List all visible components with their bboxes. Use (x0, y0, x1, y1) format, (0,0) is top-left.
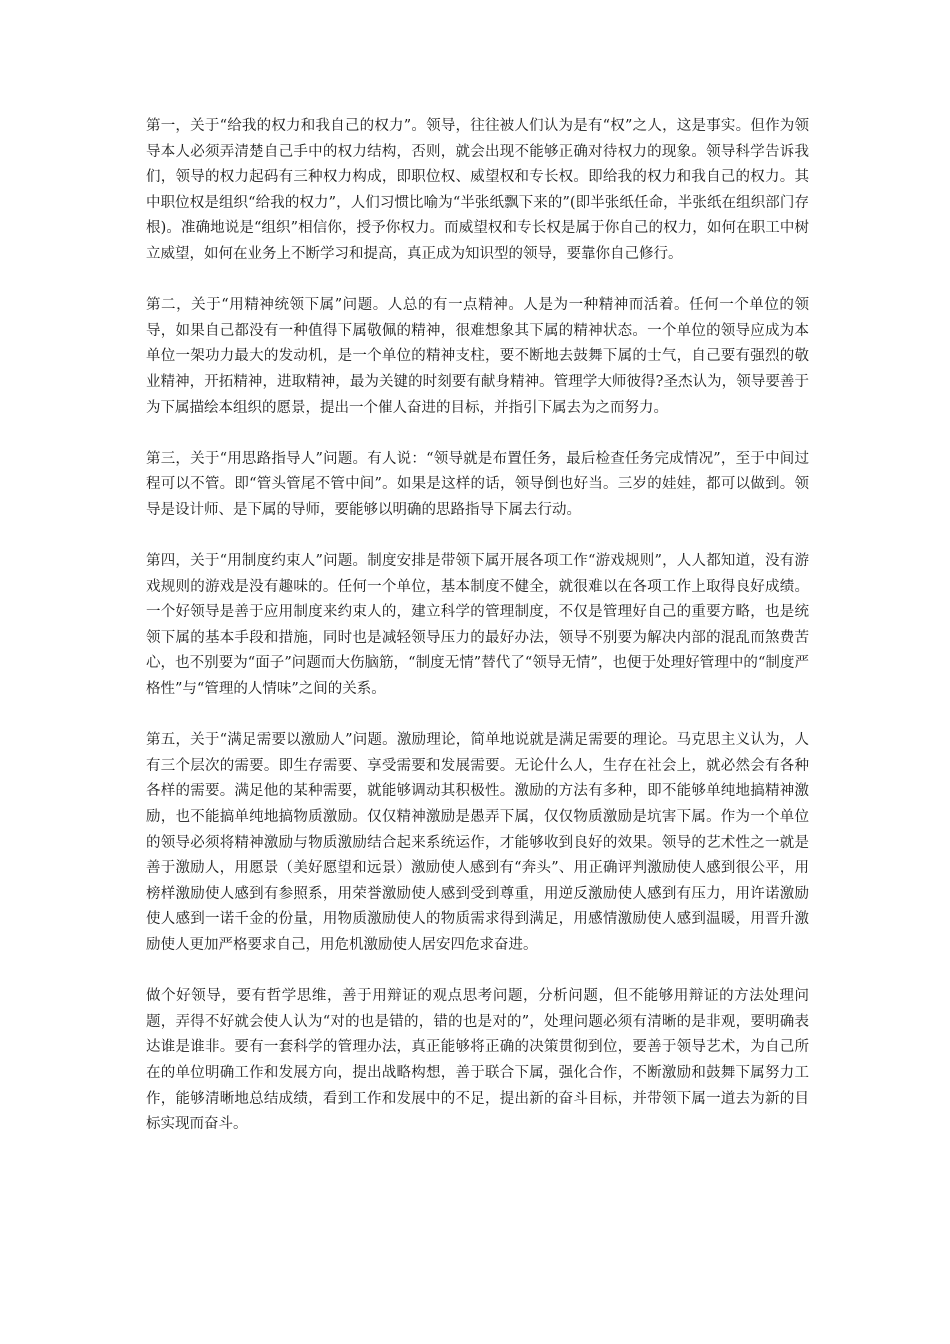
paragraph-fifth-motivation: 第五，关于“满足需要以激励人”问题。激励理论，简单地说就是满足需要的理论。马克思主义认为，人有三个层次的需要。即生存需要、享受需要和发展需要。无论什么人，生存在社会上，就必然会有各种各样的需要。满足他的某种需要，就能够调动其积极性。激励的方法有多种，即不能够单纯地搞精神激励，也不能搞单纯地搞物质激励。仅仅精神激励是愚弄下属，仅仅物质激励是坑害下属。作为一个单位的领导必须将精神激励与物质激励结合起来系统运作，才能够收到良好的效果。领导的艺术性之一就是善于激励人，用愿景（美好愿望和远景）激励使人感到有“奔头”、用正确评判激励使人感到很公平，用榜样激励使人感到有参照系，用荣誉激励使人感到受到尊重，用逆反激励使人感到有压力，用许诺激励使人感到一诺千金的份量，用物质激励使人的物质需求得到满足，用感情激励使人感到温暖，用晋升激励使人更加严格要求自己，用危机激励使人居安四危求奋进。 (146, 732, 809, 953)
paragraph-spacer (146, 959, 809, 985)
paragraph-third-thinking: 第三，关于“用思路指导人”问题。有人说：“领导就是布置任务，最后检查任务完成情况”，至于中间过程可以不管。即“管头管尾不管中间”。如果是这样的话，领导倒也好当。三岁的娃娃，都可以做到。领导是设计师、是下属的导师，要能够以明确的思路指导下属去行动。 (146, 450, 809, 518)
paragraph-spacer (146, 268, 809, 294)
paragraph-first-power: 第一，关于“给我的权力和我自己的权力”。领导，往往被人们认为是有“权”之人，这是事实。但作为领导本人必须弄清楚自己手中的权力结构，否则，就会出现不能够正确对待权力的现象。领导科学告诉我们，领导的权力起码有三种权力构成，即职位权、威望权和专长权。即给我的权力和我自己的权力。其中职位权是组织“给我的权力”，人们习惯比喻为“半张纸飘下来的”(即半张纸任命，半张纸在组织部门存根)。准确地说是“组织”相信你，授予你权力。而威望权和专长权是属于你自己的权力，如何在职工中树立威望，如何在业务上不断学习和提高，真正成为知识型的领导，要靠你自己修行。 (146, 118, 809, 262)
paragraph-conclusion: 做个好领导，要有哲学思维，善于用辩证的观点思考问题，分析问题，但不能够用辩证的方法处理问题，弄得不好就会使人认为“对的也是错的，错的也是对的”，处理问题必须有清晰的是非观，要明确表达谁是谁非。要有一套科学的管理办法，真正能够将正确的决策贯彻到位，要善于领导艺术，为自己所在的单位明确工作和发展方向，提出战略构想，善于联合下属，强化合作，不断激励和鼓舞下属努力工作，能够清晰地总结成绩，看到工作和发展中的不足，提出新的奋斗目标，并带领下属一道去为新的目标实现而奋斗。 (146, 988, 809, 1133)
paragraph-spacer (146, 421, 809, 447)
paragraph-spacer (146, 524, 809, 550)
paragraph-second-spirit: 第二，关于“用精神统领下属”问题。人总的有一点精神。人是为一种精神而活着。任何一个单位的领导，如果自己都没有一种值得下属敬佩的精神，很难想象其下属的精神状态。一个单位的领导应成为本单位一架功力最大的发动机，是一个单位的精神支柱，要不断地去鼓舞下属的士气，自己要有强烈的敬业精神，开拓精神，进取精神，最为关键的时刻要有献身精神。管理学大师彼得?圣杰认为，领导要善于为下属描绘本组织的愿景，提出一个催人奋进的目标，并指引下属去为之而努力。 (146, 297, 809, 416)
paragraph-spacer (146, 703, 809, 729)
document-page (146, 114, 809, 1138)
paragraph-fourth-rules: 第四，关于“用制度约束人”问题。制度安排是带领下属开展各项工作“游戏规则”，人人都知道，没有游戏规则的游戏是没有趣味的。任何一个单位，基本制度不健全，就很难以在各项工作上取得良好成绩。一个好领导是善于应用制度来约束人的，建立科学的管理制度，不仅是管理好自己的重要方略，也是统领下属的基本手段和措施，同时也是减轻领导压力的最好办法，领导不别要为解决内部的混乱而煞费苦心，也不别要为“面子”问题而大伤脑筋，“制度无情”替代了“领导无情”，也便于处理好管理中的“制度严格性”与“管理的人情味”之间的关系。 (146, 553, 809, 698)
